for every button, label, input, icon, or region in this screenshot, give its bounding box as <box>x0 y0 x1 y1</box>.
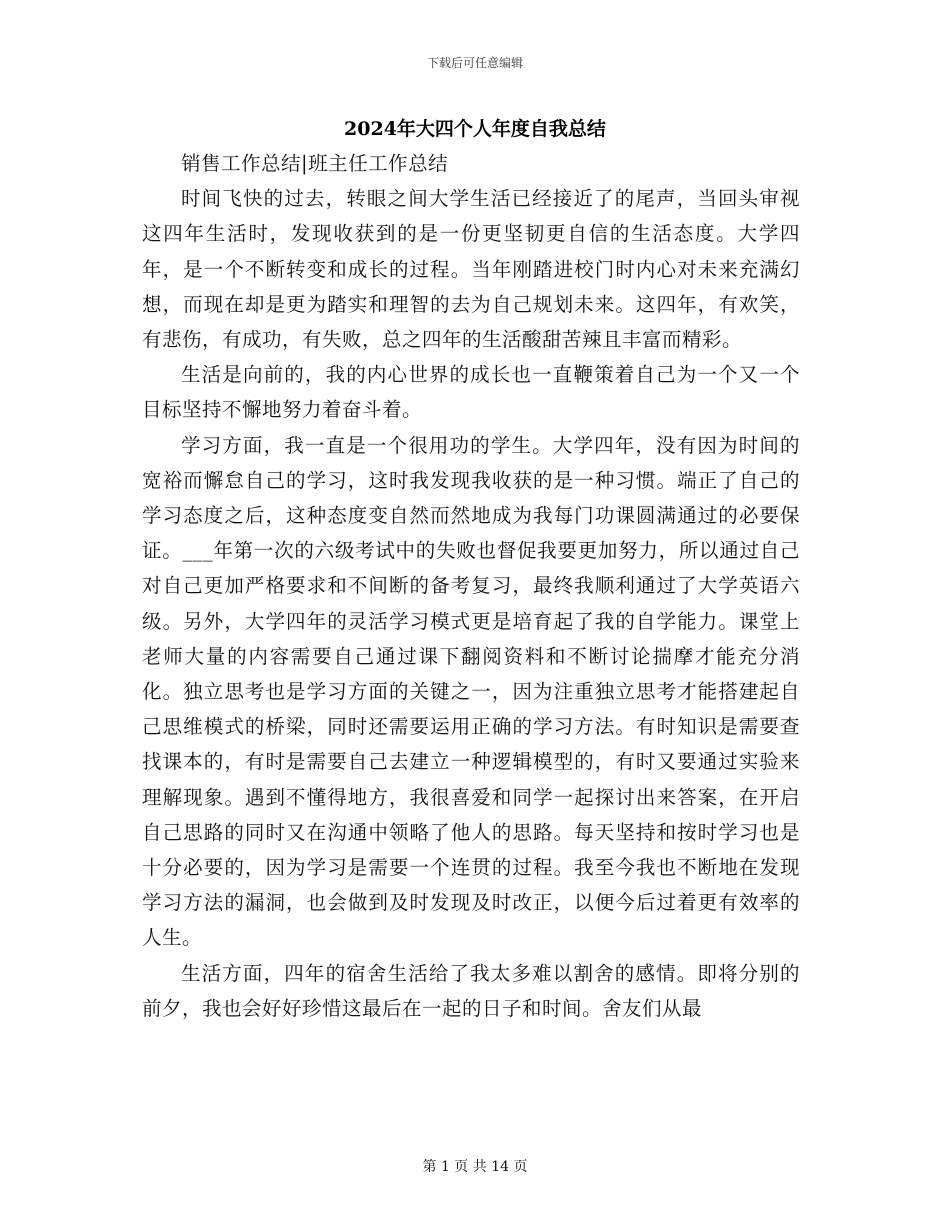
paragraph-study: 学习方面，我一直是一个很用功的学生。大学四年，没有因为时间的宽裕而懈怠自己的学习，这时我发现我收获的是一种习惯。端正了自己的学习态度之后，这种态度变自然而然地成为我每门功课圆满通过的必要保证。___年第一次的六级考试中的失败也督促我要更加努力，所以通过自己对自己更加严格要求和不间断的备考复习，最终我顺利通过了大学英语六级。另外，大学四年的灵活学习模式更是培育起了我的自学能力。课堂上老师大量的内容需要自己通过课下翻阅资料和不断讨论揣摩才能充分消化。独立思考也是学习方面的关键之一，因为注重独立思考才能搭建起自己思维模式的桥梁，同时还需要运用正确的学习方法。有时知识是需要查找课本的，有时是需要自己去建立一种逻辑模型的，有时又要通过实验来理解现象。遇到不懂得地方，我很喜爱和同学一起探讨出来答案，在开启自己思路的同时又在沟通中领略了他人的思路。每天坚持和按时学习也是十分必要的，因为学习是需要一个连贯的过程。我至今我也不断地在发现学习方法的漏洞，也会做到及时发现及时改正，以便今后过着更有效率的人生。 <box>142 433 800 950</box>
paragraph-intro: 时间飞快的过去，转眼之间大学生活已经接近了的尾声，当回头审视这四年生活时，发现收获到的是一份更坚韧更自信的生活态度。大学四年，是一个不断转变和成长的过程。当年刚踏进校门时内心对未来充满幻想，而现在却是更为踏实和理智的去为自己规划未来。这四年，有欢笑，有悲伤，有成功，有失败，总之四年的生活酸甜苦辣且丰富而精彩。 <box>142 187 800 352</box>
page-number: 第 1 页 共 14 页 <box>422 1159 528 1175</box>
paragraph-growth: 生活是向前的，我的内心世界的成长也一直鞭策着自己为一个又一个目标坚持不懈地努力着奋斗着。 <box>142 363 800 422</box>
document-title: 2024年大四个人年度自我总结 <box>344 118 606 140</box>
document-body <box>142 146 800 1026</box>
paragraph-related-links: 销售工作总结|班主任工作总结 <box>181 152 449 175</box>
paragraph-life: 生活方面，四年的宿舍生活给了我太多难以割舍的感情。即将分别的前夕，我也会好好珍惜这最后在一起的日子和时间。舍友们从最 <box>142 961 800 1020</box>
header-note: 下载后可任意编辑 <box>426 56 523 70</box>
